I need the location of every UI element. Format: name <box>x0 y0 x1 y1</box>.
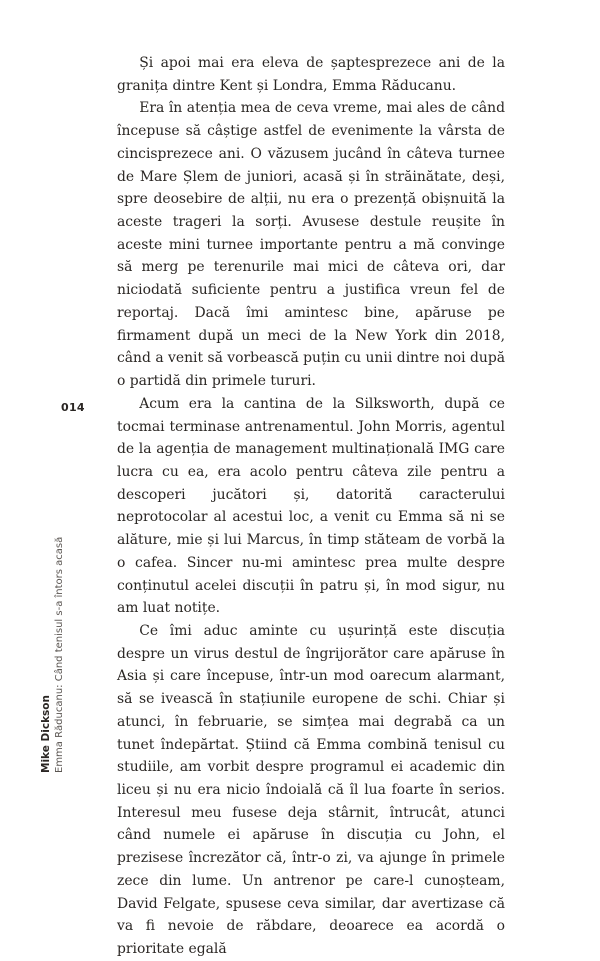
paragraph-3: Acum era la cantina de la Silksworth, după ce tocmai terminase antrenamentul. John Morris, agentul de la agenția de management multinațională IMG care lucra cu ea, era acolo pentru câteva zile pentru a descoperi jucători și, datorită caracterului neprotocolar al acestui loc, a venit cu Emma să ni se alăture, mie și lui Marcus, în timp stăteam de vorbă la o cafea. Sincer nu-mi amintesc prea multe despre conținutul acelei discuții în patru și, în mod sigur, nu am luat notițe. <box>117 395 505 617</box>
running-head <box>40 483 66 773</box>
paragraph-1: Și apoi mai era eleva de șaptesprezece ani de la granița dintre Kent și Londra, Emma Răducanu. <box>117 55 505 94</box>
paragraph-4: Ce îmi aduc aminte cu ușurință este discuția despre un virus destul de îngrijorător care apăruse în Asia și care începuse, într-un mod oarecum alarmant, să se ivească în stațiunile europene de schi. Chiar și atunci, în februarie, se simțea mai degrabă ca un tunet îndepărtat. Știind că Emma combină tenisul cu studiile, am vorbit despre programul ei academic din liceu și nu era nicio îndoială că îl lua foarte în serios. Interesul meu fusese deja stârnit, întrucât, atunci când numele ei apăruse în discuția cu John, el prezisese încrezător că, într-o zi, va ajunge în primele zece din lume. Un antrenor pe care-l cunoșteam, David Felgate, spusese ceva similar, dar avertizase că va fi nevoie de răbdare, deoarece ea acordă o prioritate egală <box>117 622 505 958</box>
running-head-book-title: Emma Răducanu: Când tenisul s-a întors acasă <box>54 536 65 773</box>
paragraph-2: Era în atenția mea de ceva vreme, mai ales de când începuse să câștige astfel de evenimente la vârsta de cincisprezece ani. O văzusem jucând în câteva turnee de Mare Șlem de juniori, acasă și în străinătate, deși, spre deosebire de alții, nu era o prezență obișnuită la aceste trageri la sorți. Avusese destule reușite în aceste mini turnee importante pentru a mă convinge să merg pe terenurile mai mici de câteva ori, dar niciodată suficiente pentru a justifica vreun fel de reportaj. Dacă îmi amintesc bine, apăruse pe firmament după un meci de la New York din 2018, când a venit să vorbească puțin cu unii dintre noi după o partidă din primele tururi. <box>117 100 506 390</box>
body-text <box>117 52 505 961</box>
page-number: 014 <box>61 401 85 414</box>
running-head-author: Mike Dickson <box>40 695 52 773</box>
